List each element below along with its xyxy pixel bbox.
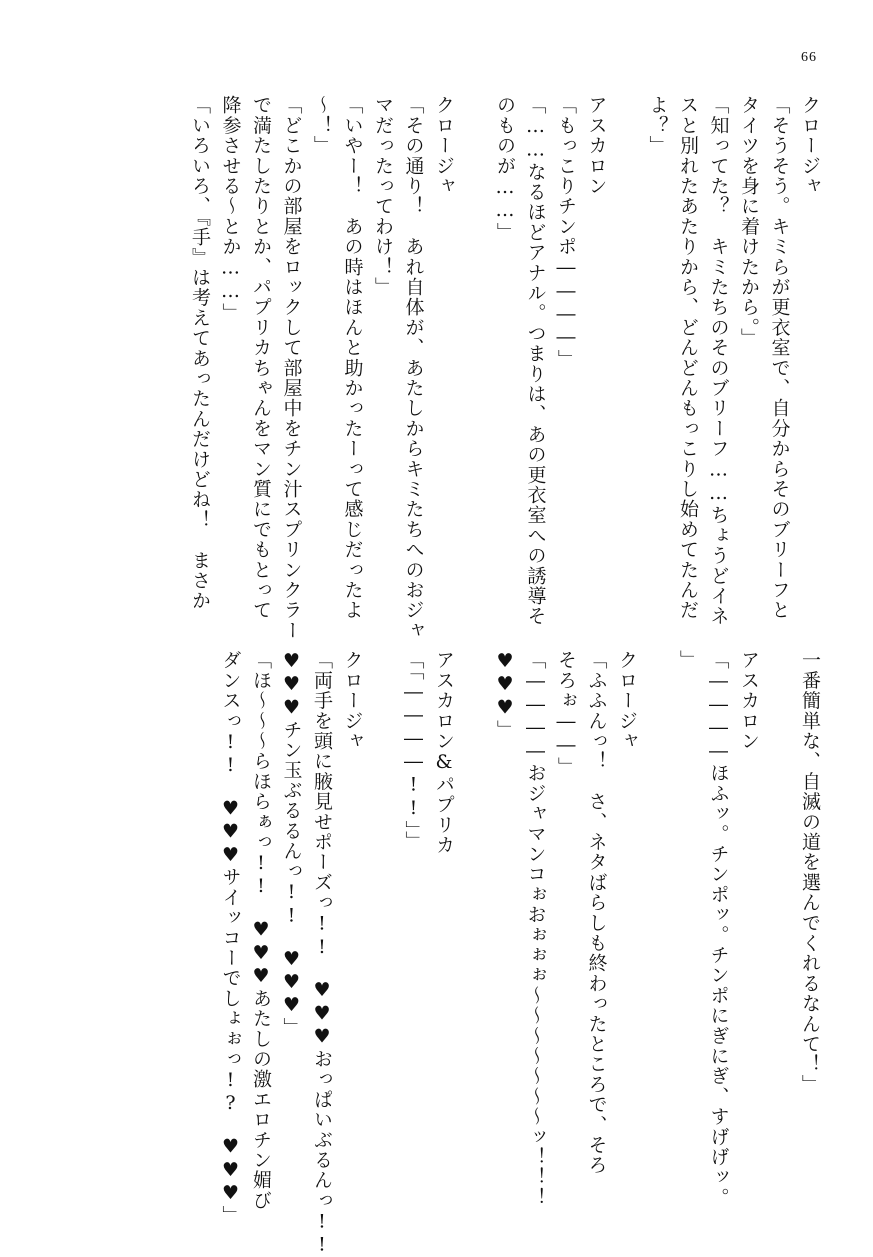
text-line: 「――――ほふッ。チンポッ。チンポにぎにぎ、すげげッ。 [707,650,730,1208]
text-line: よ？」 [646,95,669,156]
text-line: 「ふふんっ！ さ、ネタばらしも終わったところで、そろ [585,650,608,1176]
text-line: 「どこかの部屋をロックして部屋中をチン汁スプリンクラー [280,95,303,641]
line-spacer [368,650,399,1170]
text-line: ～！」 [311,95,333,156]
text-line: アスカロン [738,650,760,751]
text-line: 」 [677,650,699,671]
text-line: のものが……」 [494,95,516,243]
text-line: 「いやー！ あの時はほんと助かったーって感じだったよ [341,95,364,621]
text-line: マだったってわけ！」 [372,95,394,297]
line-spacer [764,650,795,1170]
text-line: クロージャ [616,650,638,751]
text-line: アスカロン&パプリカ [433,650,455,855]
page-number: 66 [801,50,817,65]
text-line: ♥♥♥」 [494,650,516,740]
line-spacer [459,95,490,605]
text-line: ♥♥♥チン玉ぶるるんっ!! ♥♥♥」 [280,650,303,1038]
text-line: 降参させる～とか……」 [219,95,242,324]
text-line: クロージャ [433,95,455,196]
text-line: そろぉ――」 [555,650,577,778]
text-line: 「「――――!!」」 [402,650,425,851]
line-spacer [459,650,490,1170]
text-line: 「ほ～～～らほらぁっ!! ♥♥♥あたしの激エロチン媚び [250,650,272,1211]
line-spacer [612,95,643,605]
text-line: 「知ってた？ キミたちのそのブリーフ……ちょうどイネ [707,95,730,627]
text-line: 「その通り！ あれ自体が、あたしからキミたちへのおジャ [402,95,425,641]
text-line: 「もっこりチンポ――――」 [555,95,577,370]
text-line: クロージャ [799,95,821,196]
text-line: 「いろいろ、『手』は考えてあったんだけどね！ まさか [189,95,211,611]
text-line: 「両手を頭に腋見せポーズっ!! ♥♥♥おっぱいぶるんっ!! [311,650,333,1257]
text-line: で満たしたりとか、パプリカちゃんをマン質にでもとって [250,95,272,621]
line-spacer [642,650,673,1170]
text-line: 「……なるほどアナル。つまりは、あの更衣室への誘導そ [524,95,547,627]
text-line: 一番簡単な、自滅の道を選んでくれるなんて！」 [799,650,821,1095]
text-block-top [185,95,826,641]
text-line: スと別れたあたりから、どんどんもっこりし始めてたんだ [677,95,699,621]
text-block-bottom [215,650,825,1257]
text-line: アスカロン [585,95,608,196]
text-line: クロージャ [341,650,364,751]
text-line: 「そうそう。キミらが更衣室で、自分からそのブリーフと [768,95,791,621]
text-line: タイツを身に着けたから。」 [738,95,760,349]
text-line: 「――――おジャマンコぉおぉぉぉ～～～～～～～ッ！！！ [524,650,547,1208]
text-line: ダンスっ!! ♥♥♥サイッコーでしょぉっ!? ♥♥♥」 [219,650,242,1226]
